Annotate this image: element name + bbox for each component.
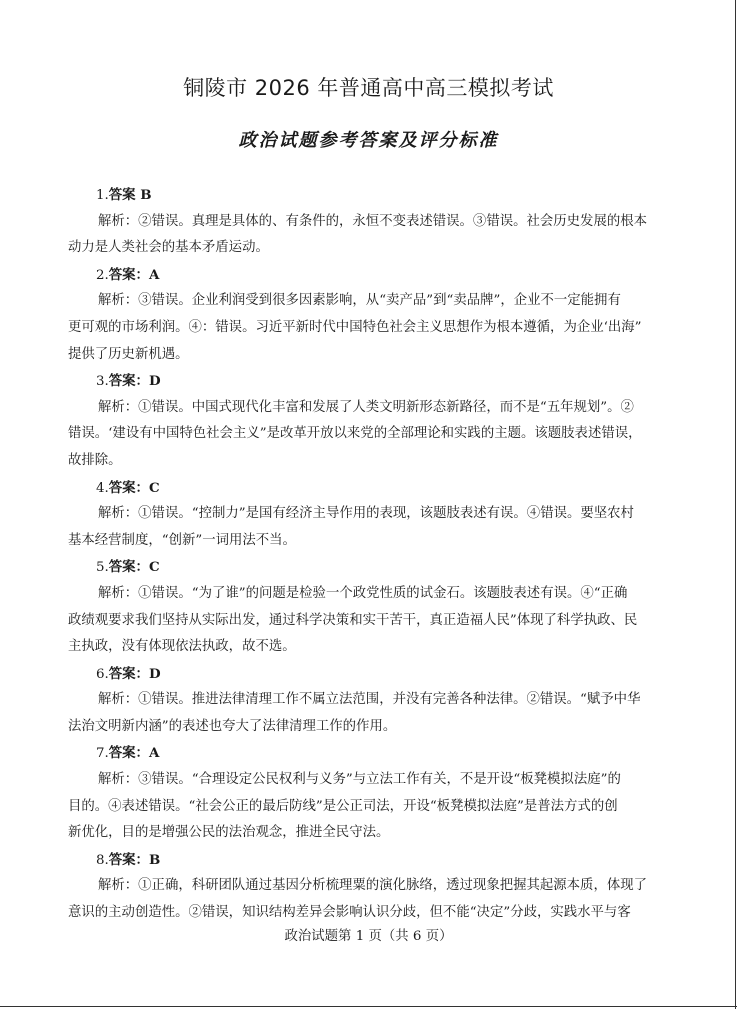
question-heading [68,475,672,502]
explanation-continuation: 故排除。 [68,452,122,468]
explanation-continuation: 政绩观要求我们坚持从实际出发，通过科学决策和实干苦干，真正造福人民”体现了科学执政、民 [68,612,638,628]
question-number: 4. [96,480,109,496]
explanation-line: 解析：①错误。“为了谁”的问题是检验一个政党性质的试金石。该题肢表述有误。④“正确 [98,585,628,601]
answer-label: 答案：C [108,559,160,576]
explanation-continuation: 新优化，目的是增强公民的法治观念，推进全民守法。 [68,825,390,841]
question-number: 2. [96,267,109,283]
question-heading [68,182,672,209]
answer-label: 答案：C [108,479,160,496]
question-heading [68,740,672,767]
question-heading [68,847,672,874]
question-heading [68,554,672,581]
explanation-line: 解析：①错误。“控制力”是国有经济主导作用的表现，该题肢表述有误。④错误。要坚农村 [98,506,634,522]
answer-list [68,182,672,927]
explanation-line: 解析：①错误。推进法律清理工作不属立法范围，并没有完善各种法律。②错误。“赋予中华 [98,692,641,708]
question-number: 6. [96,666,109,682]
answer-label: 答案：B [108,851,161,868]
answer-label: 答案 B [108,187,152,203]
explanation-continuation: 错误。‘建设有中国特色社会主义”是改革开放以来党的全部理论和实践的主题。该题肢表述错误， [68,426,642,442]
question-number: 5. [96,560,109,576]
question-number: 7. [96,746,109,762]
explanation-continuation: 提供了历史新机遇。 [68,346,189,362]
question-heading [68,368,672,395]
answer-label: 答案：D [108,373,161,390]
answer-label: 答案：A [108,745,160,762]
question-number: 1. [96,188,109,203]
explanation-line: 解析：②错误。真理是具体的、有条件的，永恒不变表述错误。③错误。社会历史发展的根本 [98,213,648,229]
explanation-continuation: 意识的主动创造性。②错误，知识结构差异会影响认识分歧，但不能“决定”分歧，实践水平与客 [68,905,631,921]
explanation-continuation: 动力是人类社会的基本矛盾运动。 [68,240,269,256]
explanation-continuation: 法治文明新内涵”的表述也夸大了法律清理工作的作用。 [68,718,397,734]
explanation-line: 解析：①正确，科研团队通过基因分析梳理粟的演化脉络，透过现象把握其起源本质，体现了 [98,878,648,894]
explanation-line: 解析：③错误。“合理设定公民权利与义务”与立法工作有关，不是开设“板凳模拟法庭”的 [98,772,621,788]
question-heading [68,661,672,688]
explanation-continuation: 基本经营制度，“创新”一词用法不当。 [68,532,296,548]
explanation-line: 解析：③错误。企业利润受到很多因素影响，从“卖产品”到“卖品牌”，企业不一定能拥有 [98,293,621,309]
explanation-continuation: 更可观的市场利润。④：错误。习近平新时代中国特色社会主义思想作为根本遵循，为企业‘出海” [68,319,642,335]
explanation-line: 解析：①错误。中国式现代化丰富和发展了人类文明新形态新路径，而不是“五年规划”。② [98,399,634,415]
question-heading [68,262,672,289]
answer-label: 答案：A [108,266,160,283]
page-title: 铜陵市 2026 年普通高中高三模拟考试 [183,76,554,100]
answer-label: 答案：D [108,665,161,682]
page-border-bottom [0,1006,737,1007]
question-number: 3. [96,374,109,390]
page-subtitle: 政治试题参考答案及评分标准 [238,130,499,151]
question-number: 8. [96,852,109,868]
page-footer: 政治试题第 1 页（共 6 页） [284,929,453,944]
explanation-continuation: 主执政，没有体现依法执政，故不选。 [68,639,296,655]
explanation-continuation: 目的。④表述错误。“社会公正的最后防线”是公正司法，开设“板凳模拟法庭”是普法方式的创 [68,798,618,814]
